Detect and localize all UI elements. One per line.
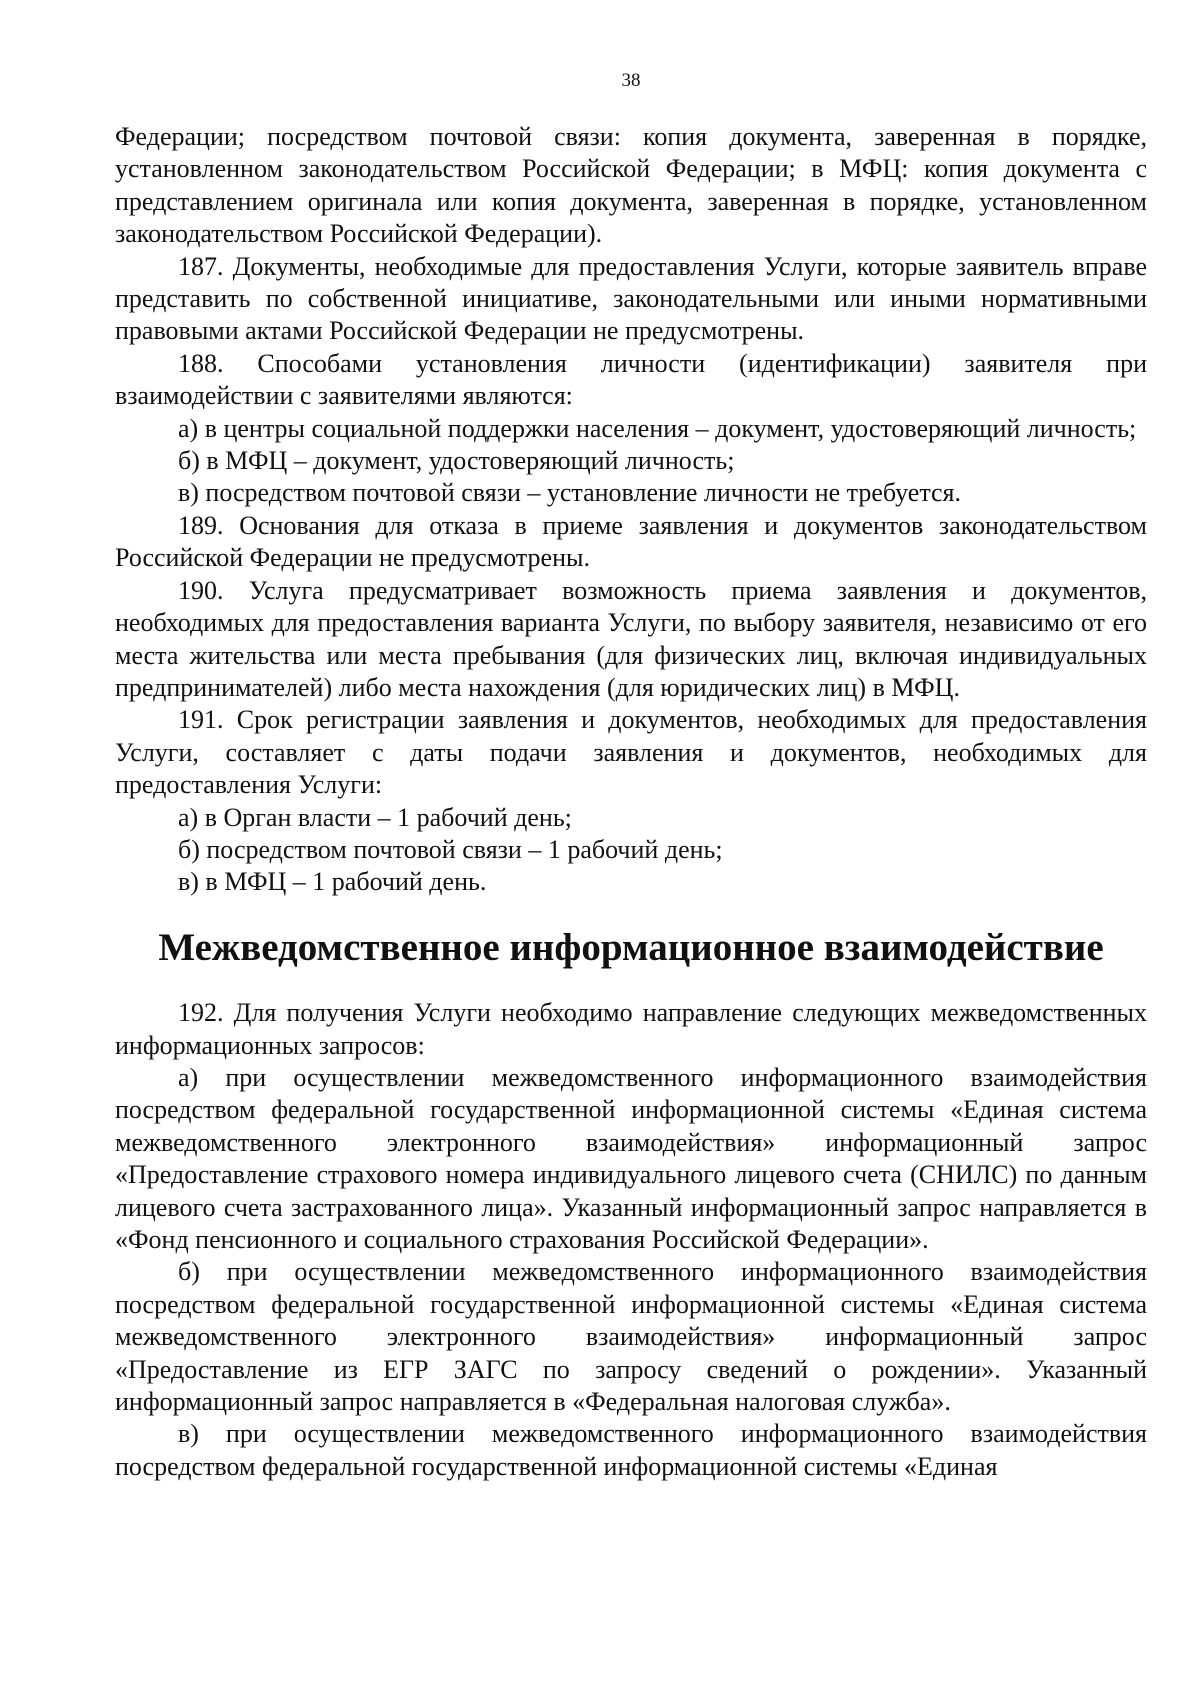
paragraph: б) при осуществлении межведомственного информационного взаимодействия посредством федеральной государственной информационной системы «Единая система межведомственного электронного взаимодействия» информационный запрос «Предоставление из ЕГР ЗАГС по запросу сведений о рождении». Указанный информационный запрос направляется в «Федеральная налоговая служба».	[115, 1257, 1147, 1417]
paragraphs-before-section	[115, 121, 1147, 899]
document-body	[115, 121, 1147, 1483]
paragraph: в) посредством почтовой связи – установление личности не требуется.	[178, 478, 962, 508]
paragraph: б) посредством почтовой связи – 1 рабочий день;	[178, 834, 723, 864]
paragraph: 187. Документы, необходимые для предоставления Услуги, которые заявитель вправе представить по собственной инициативе, законодательными или иными нормативными правовыми актами Российской Федерации не предусмотрены.	[115, 251, 1147, 346]
paragraph: 190. Услуга предусматривает возможность приема заявления и документов, необходимых для предоставления варианта Услуги, по выбору заявителя, независимо от его места жительства или места пребывания (для физических лиц, включая индивидуальных предпринимателей) либо места нахождения (для юридических лиц) в МФЦ.	[115, 575, 1147, 702]
paragraph: 189. Основания для отказа в приеме заявления и документов законодательством Российской Федерации не предусмотрены.	[115, 510, 1147, 573]
paragraph: 188. Способами установления личности (идентификации) заявителя при взаимодействии с заявителями являются:	[115, 348, 1147, 411]
paragraph: в) в МФЦ – 1 рабочий день.	[178, 867, 487, 897]
paragraphs-after-section	[115, 997, 1147, 1483]
paragraph: а) в центры социальной поддержки населения – документ, удостоверяющий личность;	[178, 413, 1137, 443]
section-title: Межведомственное информационное взаимодействие	[158, 925, 1104, 969]
paragraph: а) при осуществлении межведомственного информационного взаимодействия посредством федеральной государственной информационной системы «Единая система межведомственного электронного взаимодействия» информационный запрос «Предоставление страхового номера индивидуального лицевого счета (СНИЛС) по данным лицевого счета застрахованного лица». Указанный информационный запрос направляется в «Фонд пенсионного и социального страхования Российской Федерации».	[115, 1062, 1147, 1254]
paragraph: а) в Орган власти – 1 рабочий день;	[178, 802, 572, 832]
page-number: 38	[621, 70, 641, 91]
paragraph: 191. Срок регистрации заявления и документов, необходимых для предоставления Услуги, составляет с даты подачи заявления и документов, необходимых для предоставления Услуги:	[115, 705, 1147, 800]
paragraph: 192. Для получения Услуги необходимо направление следующих межведомственных информационных запросов:	[115, 998, 1147, 1060]
paragraph: б) в МФЦ – документ, удостоверяющий личность;	[178, 446, 735, 476]
paragraph: в) при осуществлении межведомственного информационного взаимодействия посредством федеральной государственной информационной системы «Единая	[115, 1419, 1147, 1481]
paragraph: Федерации; посредством почтовой связи: копия документа, заверенная в порядке, установленном законодательством Российской Федерации; в МФЦ: копия документа с представлением оригинала или копия документа, заверенная в порядке, установленном законодательством Российской Федерации).	[115, 122, 1147, 249]
